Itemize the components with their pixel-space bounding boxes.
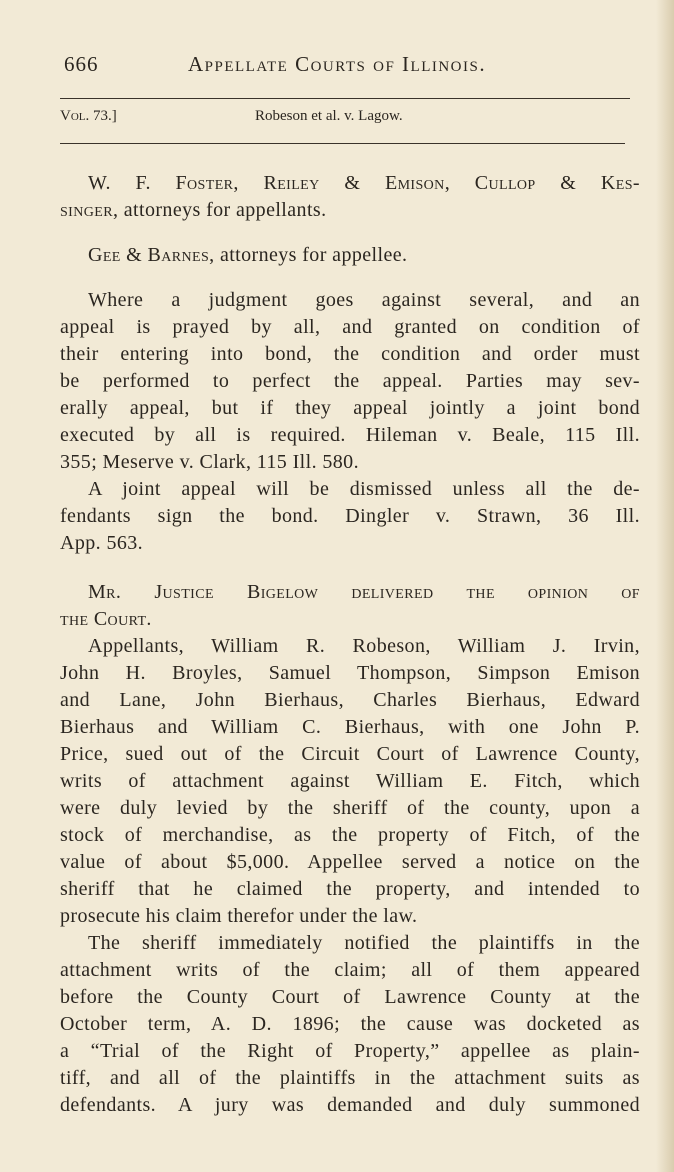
- text-line: [60, 503, 640, 530]
- text-segment: before the County Court of Lawrence County at the: [60, 986, 640, 1008]
- header-rule-bottom: [60, 143, 625, 144]
- text-segment: App. 563.: [60, 532, 144, 554]
- small-caps-text: the Court.: [60, 608, 152, 630]
- text-line: [60, 687, 640, 714]
- text-segment: Bierhaus and William C. Bierhaus, with one John P.: [60, 716, 640, 738]
- text-line: [60, 242, 640, 269]
- text-segment: fendants sign the bond. Dingler v. Strawn, 36 Ill.: [60, 505, 640, 527]
- text-segment: executed by all is required. Hileman v. Beale, 115 Ill.: [60, 424, 640, 446]
- paragraph: [60, 287, 640, 557]
- page-number: 666: [64, 52, 99, 76]
- text-segment: , attorneys for appellee.: [209, 244, 408, 266]
- small-caps-text: W. F. Foster: [88, 172, 234, 194]
- small-caps-text: Reiley & Emison: [263, 172, 445, 194]
- text-line: [60, 633, 640, 660]
- text-segment: October term, A. D. 1896; the cause was docketed as: [60, 1013, 640, 1035]
- text-segment: their entering into bond, the condition and order must: [60, 343, 640, 365]
- text-segment: stock of merchandise, as the property of Fitch, of the: [60, 824, 640, 846]
- text-segment: value of about $5,000. Appellee served a notice on the: [60, 851, 640, 873]
- header-rule-top: [60, 98, 630, 99]
- text-line: [60, 984, 640, 1011]
- text-segment: A joint appeal will be dismissed unless all the de-: [88, 478, 640, 500]
- text-segment: Where a judgment goes against several, and an: [88, 289, 640, 311]
- text-segment: 355; Meserve v. Clark, 115 Ill. 580.: [60, 451, 359, 473]
- text-line: [60, 1065, 640, 1092]
- text-segment: The sheriff immediately notified the plaintiffs in the: [88, 932, 640, 954]
- text-line: [60, 1038, 640, 1065]
- text-line: [60, 395, 640, 422]
- text-segment: a “Trial of the Right of Property,” appellee as plain-: [60, 1040, 640, 1062]
- paragraph: [60, 242, 640, 269]
- text-segment: appeal is prayed by all, and granted on condition of: [60, 316, 640, 338]
- text-line: [60, 876, 640, 903]
- text-line: [60, 368, 640, 395]
- text-line: [60, 795, 640, 822]
- paragraph: [60, 170, 640, 224]
- page-title: Appellate Courts of Illinois.: [188, 52, 487, 76]
- paragraph: [60, 579, 640, 1119]
- text-segment: Appellants, William R. Robeson, William J. Irvin,: [88, 635, 640, 657]
- text-segment: ,: [444, 172, 475, 194]
- text-segment: writs of attachment against William E. Fitch, which: [60, 770, 640, 792]
- text-segment: and Lane, John Bierhaus, Charles Bierhaus, Edward: [60, 689, 640, 711]
- case-title: Robeson et al. v. Lagow.: [255, 108, 403, 124]
- text-line: [60, 768, 640, 795]
- text-line: [60, 1092, 640, 1119]
- page-edge-shadow: [656, 0, 674, 1172]
- text-segment: were duly levied by the sheriff of the county, upon a: [60, 797, 640, 819]
- text-segment: John H. Broyles, Samuel Thompson, Simpson Emison: [60, 662, 640, 684]
- text-line: [60, 930, 640, 957]
- text-line: [60, 957, 640, 984]
- text-line: [60, 1011, 640, 1038]
- small-caps-text: Mr. Justice Bigelow delivered the opinion of: [88, 581, 640, 603]
- text-line: [60, 170, 640, 197]
- text-line: [60, 741, 640, 768]
- text-line: [60, 314, 640, 341]
- text-line: [60, 449, 640, 476]
- text-segment: sheriff that he claimed the property, and intended to: [60, 878, 640, 900]
- text-line: [60, 579, 640, 606]
- volume-label: Vol. 73.]: [60, 108, 117, 124]
- text-line: [60, 476, 640, 503]
- text-line: [60, 606, 640, 633]
- text-line: [60, 341, 640, 368]
- text-segment: prosecute his claim therefor under the law.: [60, 905, 418, 927]
- text-line: [60, 660, 640, 687]
- text-segment: , attorneys for appellants.: [112, 199, 327, 221]
- text-line: [60, 849, 640, 876]
- text-segment: Price, sued out of the Circuit Court of Lawrence County,: [60, 743, 640, 765]
- text-line: [60, 422, 640, 449]
- text-segment: be performed to perfect the appeal. Parties may sev-: [60, 370, 640, 392]
- text-segment: erally appeal, but if they appeal jointly a joint bond: [60, 397, 640, 419]
- text-segment: tiff, and all of the plaintiffs in the attachment suits as: [60, 1067, 640, 1089]
- text-line: [60, 197, 640, 224]
- text-line: [60, 287, 640, 314]
- text-segment: defendants. A jury was demanded and duly summoned: [60, 1094, 640, 1116]
- small-caps-text: Gee & Barnes: [88, 244, 210, 266]
- small-caps-text: Cullop & Kes-: [474, 172, 640, 194]
- text-line: [60, 714, 640, 741]
- text-segment: ,: [233, 172, 264, 194]
- text-line: [60, 530, 640, 557]
- small-caps-text: singer: [60, 199, 113, 221]
- text-line: [60, 822, 640, 849]
- text-line: [60, 903, 640, 930]
- text-segment: attachment writs of the claim; all of them appeared: [60, 959, 640, 981]
